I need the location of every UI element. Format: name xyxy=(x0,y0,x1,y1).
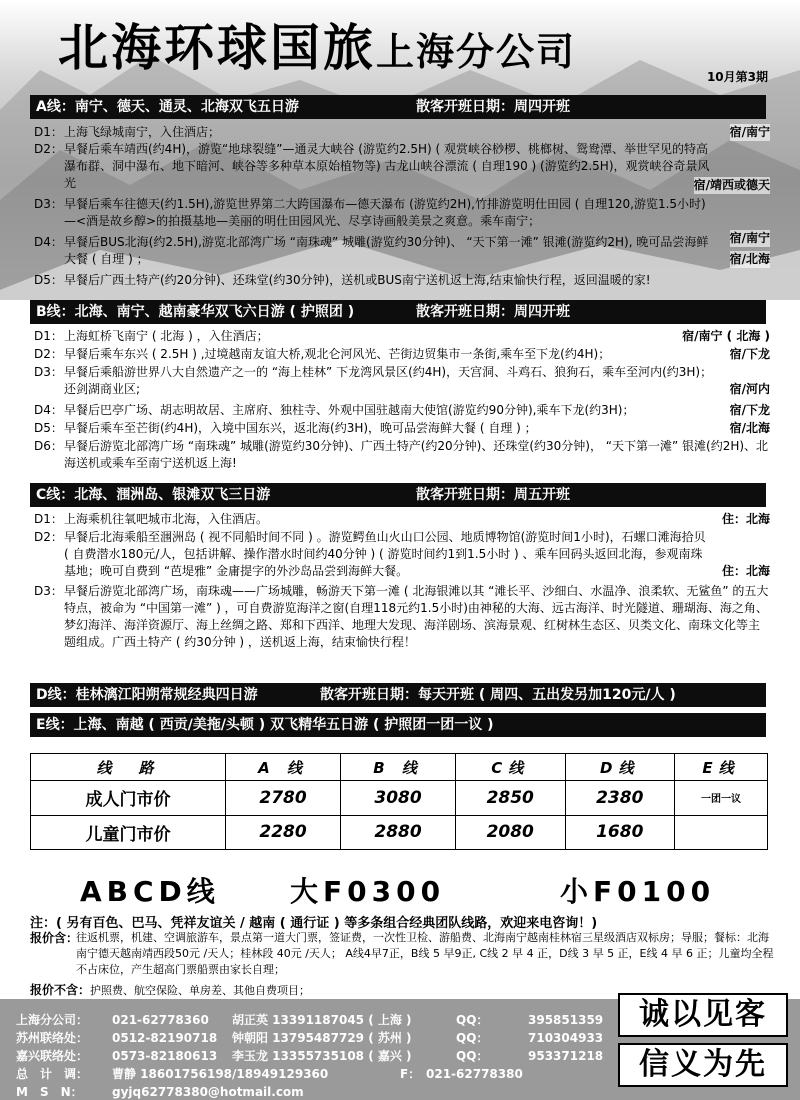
contact-phone: 曹静 18601756198/18949129360 xyxy=(112,1067,329,1081)
day-text: 上海虹桥飞南宁 ( 北海 ) ，入住酒店； xyxy=(64,329,269,343)
contact-phone: 0512-82190718 xyxy=(112,1031,218,1045)
day-text: 早餐后乘船游世界八大自然遗产之一的 “海上桂林” 下龙湾风景区(约4H)，天宫洞、斗鸡石、狼狗石，乘车至河内(约3H)； 还剑湖商业区; xyxy=(64,365,719,396)
line-b-title: B线：北海、南宁、越南豪华双飞六日游 ( 护照团 ) xyxy=(36,304,355,320)
header-cell: A 线 xyxy=(225,754,340,781)
price-includes xyxy=(30,930,775,978)
day-text: 早餐后乘车至芒街(约4H)，入境中国东兴，返北海(约3H)，晚可品尝海鲜大餐 ( 自理 ) ； xyxy=(64,421,537,435)
line-c-day-3 xyxy=(34,583,770,651)
day-text: 早餐后北海乘船至涠洲岛 ( 视不同船时间不同 ) 。游览鳄鱼山火山口公园、地质博物馆(游览时间1小时)，石螺口滩海拾贝 ( 自费潜水180元/人，包括讲解、操作潜水时间约40分钟 ) ( 游览时间约1到1.5小时 ) 、乘车回码头返回北海，参观南珠基地；晚可自费到 “芭堤雅” 金庸提字的外沙岛品尝到海鲜大餐。 xyxy=(64,530,706,578)
day-label: D6： xyxy=(34,439,63,453)
line-c-day-2 xyxy=(34,529,770,580)
excludes-text: 护照费、航空保险、单房差、其他自费项目； xyxy=(90,984,311,997)
slogan-2: 信义为先 xyxy=(618,1043,788,1087)
price-cell: 1680 xyxy=(565,815,675,850)
qq-number: 395851359 xyxy=(528,1013,604,1027)
day-label: D1： xyxy=(34,125,63,139)
line-a-day-1 xyxy=(34,124,770,141)
day-text: 早餐后乘车东兴 ( 2.5H ) ,过境越南友谊大桥,观北仑河风光、芒街边贸集市一条街,乘车至下龙(约4H)； xyxy=(64,347,611,361)
qq-label: QQ： xyxy=(456,1013,489,1027)
day-text: 早餐后广西土特产(约20分钟)、还珠堂(约30分钟)，送机或BUS南宁送机返上海,结束愉快行程，返回温暖的家! xyxy=(64,273,651,287)
includes-label: 报价含： xyxy=(30,931,79,945)
excludes-label: 报价不含： xyxy=(30,983,91,997)
header-cell: B 线 xyxy=(341,754,456,781)
day-stay: 宿/南宁 xyxy=(729,125,770,139)
contact-phone: 0573-82180613 xyxy=(112,1049,218,1063)
line-b-day-2 xyxy=(34,346,770,363)
contact-person: 钟朝阳 13795487729 ( 苏州 ) xyxy=(232,1031,412,1045)
price-cell: 一团一议 xyxy=(675,781,768,816)
day-stay: 宿/南宁 xyxy=(729,231,770,245)
title-sub: 上海分公司 xyxy=(376,30,577,74)
line-b-day-4 xyxy=(34,402,770,419)
day-label: D4： xyxy=(34,235,63,249)
price-cell xyxy=(675,815,768,850)
price-cell: 2280 xyxy=(225,815,340,850)
day-label: D4： xyxy=(34,403,63,417)
day-stay: 宿/下龙 xyxy=(729,403,770,417)
line-a-day-2 xyxy=(34,141,770,192)
line-d-header xyxy=(30,683,766,707)
qq-number: 953371218 xyxy=(528,1049,604,1063)
msn-address: gyjq62778380@hotmail.com xyxy=(112,1085,304,1099)
issue-number: 10月第3期 xyxy=(706,70,768,84)
day-stay: 宿/河内 xyxy=(729,382,770,396)
day-label: D3： xyxy=(34,197,63,211)
day-stay: 宿/北海 xyxy=(729,252,770,266)
contact-key: 嘉兴联络处： xyxy=(16,1049,89,1063)
slogan-1: 诚以见客 xyxy=(618,993,788,1037)
table-row xyxy=(31,815,768,850)
line-a-header xyxy=(30,95,766,119)
line-b-day-3 xyxy=(34,364,770,398)
line-b-day-6 xyxy=(34,438,770,472)
line-b-day-1 xyxy=(34,328,770,345)
day-text: 早餐后BUS北海(约2.5H),游览北部湾广场 “南珠魂” 城雕(游览约30分钟)、 “天下第一滩” 银滩(游览约2H), 晚可品尝海鲜大餐 ( 自理 ) ； xyxy=(64,235,709,266)
day-stay: 住：北海 xyxy=(721,512,770,526)
day-stay: 宿/北海 xyxy=(729,421,770,435)
line-e-header xyxy=(30,713,766,737)
qq-label: QQ： xyxy=(456,1031,489,1045)
line-b-header xyxy=(30,300,766,324)
day-text: 早餐后游览北部湾广场，南珠魂——广场城雕，畅游天下第一滩 ( 北海银滩以其 “滩长平、沙细白、水温净、浪柔软、无鲨鱼” 的五大特点，被命为 “中国第一滩” ) ，可自费游览海洋之窗(自理118元约1.5小时)由神秘的大海、远古海洋、时光隧道、珊瑚海、海之角、梦幻海洋、海洋资源厅、海上丝绸之路、郑和下西洋、地理大发现、海洋剧场、滨海景观、红树林生态区、贝类文化、南珠文化等主题组成。广西土特产 ( 约30分钟 ) ，送机返上海，结束愉快行程！ xyxy=(64,584,769,649)
header-cell: 线 路 xyxy=(31,754,226,781)
line-d-schedule: 散客开班日期：每天开班 ( 周四、五出发另加120元/人 ) xyxy=(320,687,676,703)
line-c-title: C线：北海、涠洲岛、银滩双飞三日游 xyxy=(36,487,271,503)
contact-key: 苏州联络处： xyxy=(16,1031,89,1045)
day-label: D3： xyxy=(34,365,63,379)
day-label: D3： xyxy=(34,584,63,598)
header-cell: C线 xyxy=(455,754,565,781)
line-a-day-4 xyxy=(34,234,770,268)
day-text: 早餐后乘车往德天(约1.5H),游览世界第二大跨国瀑布—德天瀑布 (游览约2H),竹排游览明仕田园 ( 自理120,游览1.5小时)—<酒是故乡醇>的拍摄基地—美丽的明仕田园风光、尽享诗画般美景之爽意。乘车南宁； xyxy=(64,197,706,228)
day-stay: 宿/下龙 xyxy=(729,347,770,361)
flight-line-label: ABCD线 xyxy=(80,875,220,908)
contact-person: 李玉龙 13355735108 ( 嘉兴 ) xyxy=(232,1049,412,1063)
contact-footer xyxy=(0,999,800,1100)
day-text: 上海乘机往氧吧城市北海，入住酒店。 xyxy=(64,512,269,526)
contact-phone: 021-62778360 xyxy=(112,1013,209,1027)
day-label: D5： xyxy=(34,273,63,287)
row-label: 成人门市价 xyxy=(31,781,226,816)
price-cell: 2780 xyxy=(225,781,340,816)
price-table-header xyxy=(31,754,768,781)
note-text: 注：( 另有百色、巴马、凭祥友谊关 / 越南 ( 通行证 ) 等多条组合经典团队线路，欢迎来电咨询！) xyxy=(30,916,598,931)
qq-number: 710304933 xyxy=(528,1031,604,1045)
day-label: D1： xyxy=(34,329,63,343)
line-b-schedule: 散客开班日期：周四开班 xyxy=(416,304,570,320)
flight-code-small: 小F0100 xyxy=(560,875,716,908)
header-cell: E线 xyxy=(675,754,768,781)
line-e-title: E线：上海、南越 ( 西贡/美拖/头顿 ) 双飞精华五日游 ( 护照团一团一议 ) xyxy=(36,717,494,733)
fax-number: 021-62778380 xyxy=(426,1067,523,1081)
price-excludes xyxy=(30,981,310,998)
line-d-title: D线：桂林漓江阳朔常规经典四日游 xyxy=(36,687,258,703)
includes-text: 往返机票，机建、空调旅游车，景点第一道大门票，签证费，一次性卫检、游船费、北海南宁越南桂林宿三星级酒店双标房；导服；餐标：北海南宁德天越南靖西段50元 /天人；桂林段 40元 /天人； A线4早7正，B线 5 早9正, C线 2 早 4 正，D线 3 早 5 正，E线 4 早 6 正；儿童均全程不占床位，产生超高门票船票由家长自理； xyxy=(76,931,774,976)
day-text: 早餐后乘车靖西(约4H)，游览“地球裂缝”—通灵大峡谷 (游览约2.5H) ( 观赏峡谷桫椤、桃榔树、鸳鸯潭、举世罕见的特高瀑布群、洞中瀑布、地下暗河、峡谷等多种草本原始植物等) 古龙山峡谷漂流 ( 自理190 ) (游览约2.5H)，观赏峡谷奇景风光 xyxy=(64,142,710,190)
contact-person: 胡正英 13391187045 ( 上海 ) xyxy=(232,1013,412,1027)
day-label: D1： xyxy=(34,512,63,526)
title-main: 北海环球国旅 xyxy=(58,19,376,77)
price-cell: 3080 xyxy=(341,781,456,816)
qq-label: QQ： xyxy=(456,1049,489,1063)
contact-key: M S N： xyxy=(16,1085,83,1099)
day-label: D2： xyxy=(34,347,63,361)
day-stay: 宿/靖西或德天 xyxy=(693,178,770,192)
line-a-title: A线：南宁、德天、通灵、北海双飞五日游 xyxy=(36,99,299,115)
price-cell: 2080 xyxy=(455,815,565,850)
header-cell: D线 xyxy=(565,754,675,781)
day-stay: 宿/南宁 ( 北海 ) xyxy=(682,329,770,343)
contact-key: 上海分公司： xyxy=(16,1013,89,1027)
line-b-day-5 xyxy=(34,420,770,437)
page-title xyxy=(58,18,576,82)
line-c-day-1 xyxy=(34,511,770,528)
day-text: 早餐后巴亭广场、胡志明故居、主席府、独柱寺、外观中国驻越南大使馆(游览约90分钟),乘车下龙(约3H)； xyxy=(64,403,635,417)
line-a-schedule: 散客开班日期：周四开班 xyxy=(416,99,570,115)
row-label: 儿童门市价 xyxy=(31,815,226,850)
day-label: D5： xyxy=(34,421,63,435)
line-a-day-5 xyxy=(34,272,770,289)
price-cell: 2380 xyxy=(565,781,675,816)
day-text: 早餐后游览北部湾广场 “南珠魂” 城雕(游览约30分钟)、广西土特产(约20分钟)、还珠堂(约30分钟)， “天下第一滩” 银滩(约2H)、北海送机或乘车至南宁送机返上海! xyxy=(64,439,769,470)
contact-key: 总 计 调： xyxy=(16,1067,89,1081)
day-label: D2： xyxy=(34,142,63,156)
table-row xyxy=(31,781,768,816)
flight-code-big: 大F0300 xyxy=(290,875,446,908)
price-cell: 2880 xyxy=(341,815,456,850)
day-label: D2： xyxy=(34,530,63,544)
line-c-schedule: 散客开班日期：周五开班 xyxy=(416,487,570,503)
fax-label: F： xyxy=(400,1067,421,1081)
day-text: 上海飞绿城南宁，入住酒店； xyxy=(64,125,221,139)
price-cell: 2850 xyxy=(455,781,565,816)
price-table xyxy=(30,753,768,850)
line-c-header xyxy=(30,483,766,507)
day-stay: 住：北海 xyxy=(721,564,770,578)
